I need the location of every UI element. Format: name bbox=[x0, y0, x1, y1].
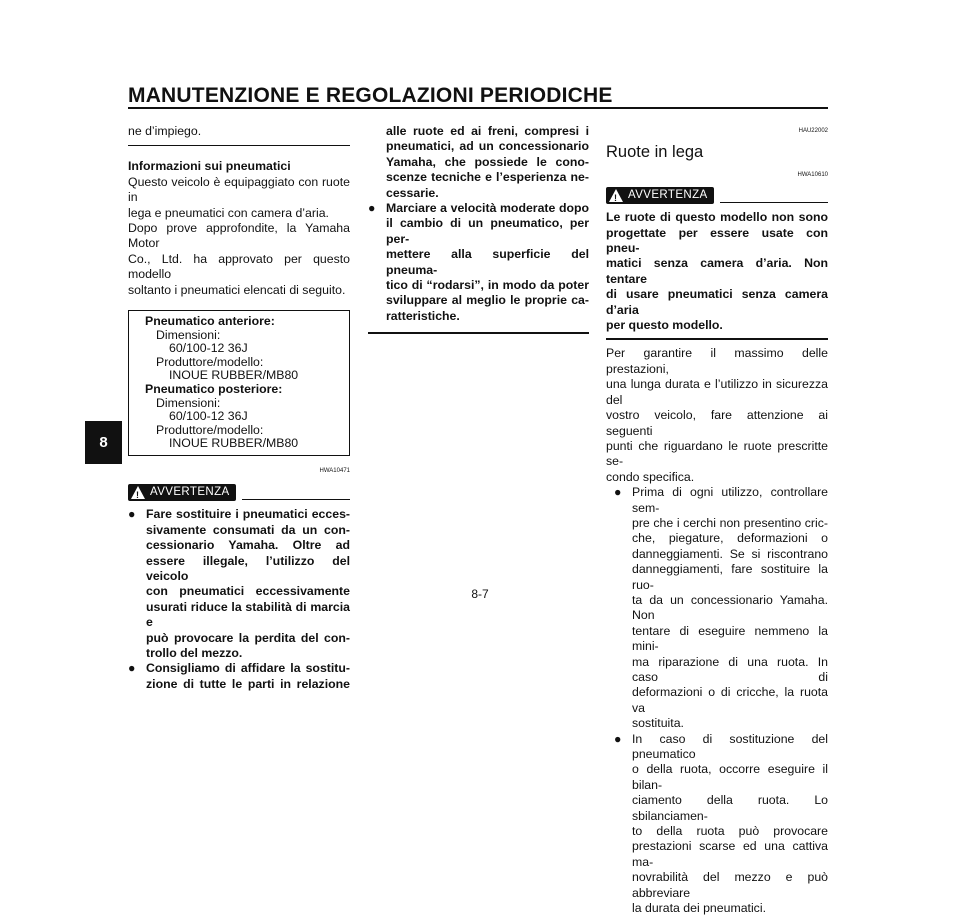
text-line: cessarie. bbox=[386, 185, 439, 200]
warning-label: AVVERTENZA bbox=[628, 189, 708, 202]
text-line: cessionario Yamaha. Oltre ad bbox=[146, 538, 350, 553]
text-line: pre che i cerchi non presentino cric- bbox=[632, 515, 828, 530]
text-line: può provocare la perdita del con- bbox=[146, 630, 350, 645]
text-line: deformazioni o di cricche, la ruota va bbox=[632, 685, 828, 715]
warning-rule bbox=[720, 202, 828, 203]
front-tire-title: Pneumatico anteriore: bbox=[145, 314, 275, 329]
text-line: Questo veicolo è equipaggiato con ruote in bbox=[128, 174, 350, 205]
warning-triangle-icon: ! bbox=[131, 486, 145, 499]
text-line: danneggiamenti, fare sostituire la ruo- bbox=[632, 562, 828, 592]
text-line: lega e pneumatici con camera d’aria. bbox=[128, 205, 329, 220]
warning-label: AVVERTENZA bbox=[150, 486, 230, 499]
warning-bullet bbox=[128, 661, 350, 692]
text-line: sostituita. bbox=[632, 716, 684, 731]
section-title: Ruote in lega bbox=[606, 143, 704, 162]
text-line: pneumatici, ad un concessionario bbox=[386, 139, 589, 154]
list-item bbox=[614, 732, 828, 917]
text-line: vostro veicolo, fare attenzione ai seguenti bbox=[606, 408, 828, 438]
warning-rule bbox=[242, 499, 350, 500]
warning-header bbox=[128, 481, 350, 501]
warning-end-rule bbox=[606, 338, 828, 340]
text-line: Fare sostituire i pneumatici ecces- bbox=[146, 507, 350, 522]
front-size-value: 60/100-12 36J bbox=[169, 341, 248, 356]
front-size-label: Dimensioni: bbox=[156, 327, 221, 342]
text-line: Yamaha, che possiede le cono- bbox=[386, 154, 589, 169]
text-line: alle ruote ed ai freni, compresi i bbox=[386, 124, 589, 138]
warning-badge bbox=[606, 187, 714, 204]
text-line: scenze tecniche e l’esperienza ne- bbox=[386, 170, 589, 185]
front-maker-value: INOUE RUBBER/MB80 bbox=[169, 368, 299, 383]
warning-triangle-icon: ! bbox=[609, 189, 623, 202]
warning-code: HWA10471 bbox=[319, 468, 350, 474]
text-line: usurati riduce la stabilità di marcia e bbox=[146, 599, 350, 630]
list-item bbox=[614, 485, 828, 732]
text-line: il cambio di un pneumatico, per per- bbox=[386, 216, 589, 246]
intro-text: ne d’impiego. bbox=[128, 124, 202, 138]
bullet-icon: ● bbox=[368, 201, 376, 216]
warning-continuation bbox=[368, 124, 589, 201]
text-line: Le ruote di questo modello non sono bbox=[606, 210, 828, 225]
text-line: o della ruota, occorre eseguire il bilan- bbox=[632, 762, 828, 792]
warning-bullet bbox=[368, 201, 589, 324]
column-3 bbox=[606, 124, 828, 917]
text-line: sviluppare al meglio le proprie ca- bbox=[386, 293, 589, 308]
bullet-icon: ● bbox=[128, 661, 136, 676]
text-line: ta da un concessionario Yamaha. Non bbox=[632, 592, 828, 623]
warning-end-rule bbox=[368, 332, 589, 334]
text-line: trollo del mezzo. bbox=[146, 646, 243, 661]
tire-spec-box bbox=[128, 310, 350, 456]
page-number: 8-7 bbox=[471, 587, 489, 601]
warning-text bbox=[606, 210, 828, 333]
bullet-icon: ● bbox=[128, 507, 136, 522]
warning-header bbox=[606, 184, 828, 204]
rear-maker-value: INOUE RUBBER/MB80 bbox=[169, 436, 299, 451]
bullet-icon: ● bbox=[614, 485, 622, 500]
text-line: Prima di ogni utilizzo, controllare sem- bbox=[632, 485, 828, 515]
text-line: soltanto i pneumatici elencati di seguito. bbox=[128, 282, 346, 297]
text-line: Marciare a velocità moderate dopo bbox=[386, 201, 589, 216]
section-code: HAU22002 bbox=[798, 128, 828, 134]
text-line: prestazioni scarse ed una cattiva ma- bbox=[632, 839, 828, 869]
rear-size-value: 60/100-12 36J bbox=[169, 409, 248, 424]
header-rule bbox=[128, 107, 828, 109]
body-list bbox=[606, 485, 828, 916]
text-line: Dopo prove approfondite, la Yamaha Motor bbox=[128, 221, 350, 251]
text-line: danneggiamenti. Se si riscontrano bbox=[632, 546, 828, 561]
rear-maker-label: Produttore/modello: bbox=[156, 422, 264, 437]
text-line: essere illegale, l’utilizzo del veicolo bbox=[146, 553, 350, 584]
text-line: zione di tutte le parti in relazione bbox=[146, 676, 350, 691]
text-line: una lunga durata e l’utilizzo in sicurezza del bbox=[606, 377, 828, 407]
text-line: tico di “rodarsi”, in modo da poter bbox=[386, 278, 589, 293]
text-line: per questo modello. bbox=[606, 318, 723, 333]
intro-rule bbox=[128, 145, 350, 146]
text-line: la durata dei pneumatici. bbox=[632, 901, 766, 916]
text-line: punti che riguardano le ruote prescritte se- bbox=[606, 438, 828, 469]
warning-bullet bbox=[128, 507, 350, 661]
bullet-icon: ● bbox=[614, 731, 622, 746]
page-header-title: MANUTENZIONE E REGOLAZIONI PERIODICHE bbox=[128, 84, 613, 107]
text-line: Co., Ltd. ha approvato per questo modello bbox=[128, 251, 350, 282]
text-line: che, piegature, deformazioni o bbox=[632, 531, 828, 546]
text-line: tentare di eseguire nemmeno la mini- bbox=[632, 623, 828, 654]
rear-size-label: Dimensioni: bbox=[156, 395, 221, 410]
front-maker-label: Produttore/modello: bbox=[156, 354, 264, 369]
text-line: Per garantire il massimo delle prestazioni, bbox=[606, 346, 828, 376]
text-line: In caso di sostituzione del pneumatico bbox=[632, 731, 828, 762]
text-line: novrabilità del mezzo e può abbreviare bbox=[632, 870, 828, 900]
text-line: to della ruota può provocare bbox=[632, 824, 828, 839]
text-line: condo specifica. bbox=[606, 469, 695, 484]
text-line: Consigliamo di affidare la sostitu- bbox=[146, 661, 350, 676]
text-line: ratteristiche. bbox=[386, 308, 460, 323]
column-1 bbox=[128, 124, 350, 692]
text-line: ma riparazione di una ruota. In caso di bbox=[632, 654, 828, 684]
text-line: di usare pneumatici senza camera d’aria bbox=[606, 287, 828, 317]
text-line: mettere alla superficie del pneuma- bbox=[386, 247, 589, 277]
tire-info-title: Informazioni sui pneumatici bbox=[128, 159, 291, 174]
chapter-tab[interactable]: 8 bbox=[85, 421, 122, 464]
text-line: progettate per essere usate con pneu- bbox=[606, 225, 828, 256]
tire-info-paragraph bbox=[128, 175, 350, 298]
text-line: sivamente consumati da un con- bbox=[146, 522, 350, 537]
column-2 bbox=[368, 124, 589, 334]
text-line: ciamento della ruota. Lo sbilanciamen- bbox=[632, 793, 828, 823]
warning-badge bbox=[128, 484, 236, 501]
text-line: con pneumatici eccessivamente bbox=[146, 584, 350, 599]
warning-code: HWA10610 bbox=[797, 171, 828, 178]
rear-tire-title: Pneumatico posteriore: bbox=[145, 382, 283, 397]
body-paragraph bbox=[606, 346, 828, 485]
text-line: matici senza camera d’aria. Non tentare bbox=[606, 256, 828, 286]
warning-list bbox=[128, 507, 350, 692]
